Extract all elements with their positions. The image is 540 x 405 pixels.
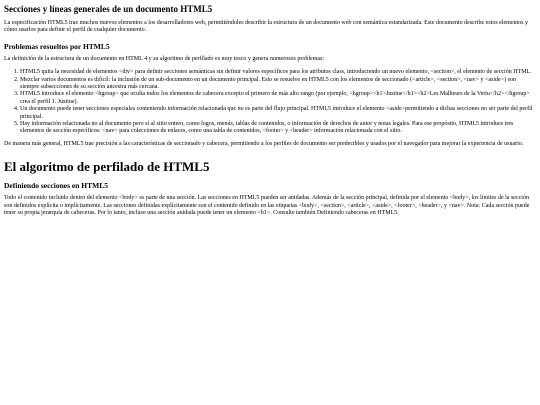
- list-item: 2. Mezclar varios documentos es difícil: la inclusión de un sub-documento en un documento principal. Esto se resuelve en HTML5 con los elementos de seccionado (<article>, <section>, <nav> y <aside>) son siempre subsecciones de su sección ancestra más cercana.: [20, 77, 536, 92]
- list-item: 3. HTML5 introduce el elemento <hgroup> que oculta todos los elementos de cabecera excepto el primero de más alto rango (por ejemplo, <hgroup><h1>Justine</h1><h2>Les Malheurs de la Vertu</h2></hgroup> crea el perfil 1. Justine).: [20, 91, 536, 106]
- algorithm-body: Todo el contenido incluido dentro del elemento <body> es parte de una sección. Las secciones en HTML5 pueden ser anidadas. Además de la sección principal, definida por el elemento <body>, los límites de la sección son definidos explícita o implícitamente. Las secciones definidas explícitamente son el contenido definido en las etiquetas <body>, <section>, <article>, <aside>, <footer>, <header>, y <nav>. Nota: Cada sección puede tener su propia jerarquía de cabeceras. Por lo tanto, incluso una sección anidada puede tener un elemento <h1>. Consulte también Definiendo cabeceras en HTML5.: [4, 195, 530, 217]
- list-item: 1. HTML5 quita la necesidad de elementos <div> para definir secciones semánticas sin definir valores específicos para los atributos class, introduciendo un nuevo elemento, <section>, el elemento de sección HTML.: [20, 69, 536, 76]
- defining-sections-heading: Definiendo secciones en HTML5: [4, 181, 108, 191]
- intro-paragraph: La especificación HTML5 trae muchos nuevos elementos a los desarrolladores web, permitiéndoles describir la estructura de un documento web con semántica estandarizada. Este documento describe estos elementos y cómo usarlos para definir el perfil de cualquier documento.: [4, 20, 528, 34]
- problems-list: [4, 69, 536, 136]
- list-item: 5. Hay información relacionada no al documento pero sí al sitio entero, como logos, menús, tablas de contenidos, o información de derechos de autor y notas legales. Para ese propósito, HTML5 introduce tres elementos de sección específicos: <nav> para colecciones de enlaces, como una tabla de contenidos, <footer> y <header> información relacionada con el sitio.: [20, 121, 536, 136]
- problems-heading: Problemas resueltos por HTML5: [4, 41, 110, 51]
- list-item: 4. Un documento puede tener secciones especiales conteniendo información relacionada que no es parte del flujo principal. HTML5 introduce el elemento <aside>permitiendo a dichas secciones no ser parte del perfil principal.: [20, 106, 536, 121]
- problems-intro: La definición de la estructura de un documento en HTML 4 y su algoritmo de perfilado es muy tosco y genera numerosos problemas:: [4, 55, 325, 62]
- problems-summary: De manera más general, HTML5 trae precisión a las características de seccionado y cabecera, permitiendo a los perfiles de documento ser predecibles y usados por el navegador para mejorar la experiencia de usuario.: [4, 140, 524, 147]
- algorithm-heading: El algoritmo de perfilado de HTML5: [4, 159, 210, 175]
- section-title: Secciones y líneas generales de un documento HTML5: [4, 4, 213, 14]
